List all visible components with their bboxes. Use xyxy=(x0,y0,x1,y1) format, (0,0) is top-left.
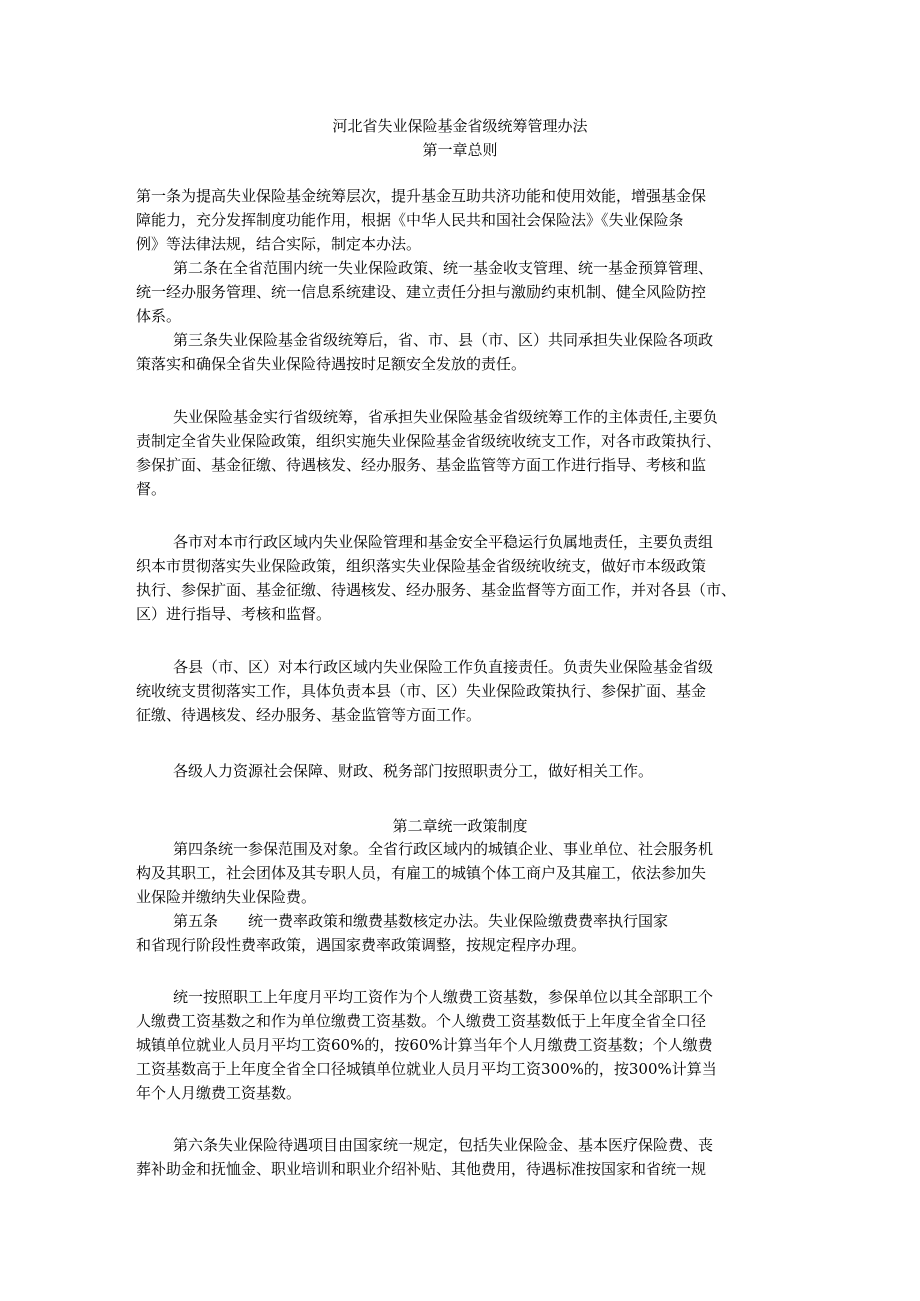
text-line: 参保扩面、基金征缴、待遇核发、经办服务、基金监管等方面工作进行指导、考核和监 xyxy=(136,456,707,474)
city-responsibility-paragraph xyxy=(136,530,796,626)
text-line: 策落实和确保全省失业保险待遇按时足额安全发放的责任。 xyxy=(136,355,527,373)
article-2-paragraph xyxy=(136,256,796,328)
article-1-paragraph xyxy=(136,184,796,256)
chapter-2-heading: 第二章统一政策制度 xyxy=(392,817,528,835)
text-line: 织本市贯彻落实失业保险政策，组织落实失业保险基金省级统收统支，做好市本级政策 xyxy=(136,557,707,575)
text-line: 第四条统一参保范围及对象。全省行政区域内的城镇企业、事业单位、社会服务机 xyxy=(173,840,714,858)
text-line: 和省现行阶段性费率政策，遇国家费率政策调整，按规定程序办理。 xyxy=(136,936,587,954)
article-4-paragraph xyxy=(136,837,796,909)
text-line: 第五条 统一费率政策和缴费基数核定办法。失业保险缴费费率执行国家 xyxy=(173,912,669,930)
text-line: 区）进行指导、考核和监督。 xyxy=(136,605,332,623)
text-line: 统收统支贯彻落实工作，具体负责本县（市、区）失业保险政策执行、参保扩面、基金 xyxy=(136,682,707,700)
county-responsibility-paragraph xyxy=(136,655,796,727)
text-line: 障能力，充分发挥制度功能作用，根据《中华人民共和国社会保险法》《失业保险条 xyxy=(136,211,684,229)
contribution-base-paragraph xyxy=(136,985,796,1105)
text-line: 第六条失业保险待遇项目由国家统一规定，包括失业保险金、基本医疗保险费、丧 xyxy=(173,1136,714,1154)
text-line: 工资基数高于上年度全省全口径城镇单位就业人员月平均工资300%的，按300%计算当 xyxy=(136,1060,717,1078)
text-line: 征缴、待遇核发、经办服务、基金监管等方面工作。 xyxy=(136,706,482,724)
text-line: 第一条为提高失业保险基金统筹层次，提升基金互助共济功能和使用效能，增强基金保 xyxy=(136,187,707,205)
text-line: 城镇单位就业人员月平均工资60%的，按60%计算当年个人月缴费工资基数；个人缴费 xyxy=(136,1036,713,1054)
provincial-responsibility-paragraph xyxy=(136,405,796,501)
article-6-paragraph xyxy=(136,1133,796,1181)
text-line: 业保险并缴纳失业保险费。 xyxy=(136,888,317,906)
text-line: 构及其职工，社会团体及其专职人员，有雇工的城镇个体工商户及其雇工，依法参加失 xyxy=(136,864,707,882)
text-line: 执行、参保扩面、基金征缴、待遇核发、经办服务、基金监督等方面工作，并对各县（市、 xyxy=(136,581,737,599)
chapter-1-heading: 第一章总则 xyxy=(422,141,498,159)
text-line: 第三条失业保险基金省级统筹后，省、市、县（市、区）共同承担失业保险各项政 xyxy=(173,331,714,349)
text-line: 督。 xyxy=(136,480,167,498)
text-line: 第二条在全省范围内统一失业保险政策、统一基金收支管理、统一基金预算管理、 xyxy=(173,259,714,277)
text-line: 各级人力资源社会保障、财政、税务部门按照职责分工，做好相关工作。 xyxy=(173,762,654,780)
text-line: 失业保险基金实行省级统筹，省承担失业保险基金省级统筹工作的主体责任,主要负 xyxy=(173,408,718,426)
text-line: 体系。 xyxy=(136,307,182,325)
text-line: 例》等法律法规，结合实际，制定本办法。 xyxy=(136,235,422,253)
article-3-paragraph xyxy=(136,328,796,376)
article-5-paragraph xyxy=(136,909,796,957)
text-line: 各县（市、区）对本行政区域内失业保险工作负直接责任。负责失业保险基金省级 xyxy=(173,658,714,676)
text-line: 人缴费工资基数之和作为单位缴费工资基数。个人缴费工资基数低于上年度全省全口径 xyxy=(136,1012,707,1030)
departments-paragraph xyxy=(136,759,796,783)
text-line: 葬补助金和抚恤金、职业培训和职业介绍补贴、其他费用，待遇标准按国家和省统一规 xyxy=(136,1160,707,1178)
text-line: 责制定全省失业保险政策，组织实施失业保险基金省级统收统支工作，对各市政策执行、 xyxy=(136,432,722,450)
text-line: 统一按照职工上年度月平均工资作为个人缴费工资基数，参保单位以其全部职工个 xyxy=(173,988,714,1006)
text-line: 年个人月缴费工资基数。 xyxy=(136,1084,302,1102)
document-title: 河北省失业保险基金省级统筹管理办法 xyxy=(332,117,588,135)
text-line: 各市对本市行政区域内失业保险管理和基金安全平稳运行负属地责任，主要负责组 xyxy=(173,533,714,551)
text-line: 统一经办服务管理、统一信息系统建设、建立责任分担与激励约束机制、健全风险防控 xyxy=(136,283,707,301)
